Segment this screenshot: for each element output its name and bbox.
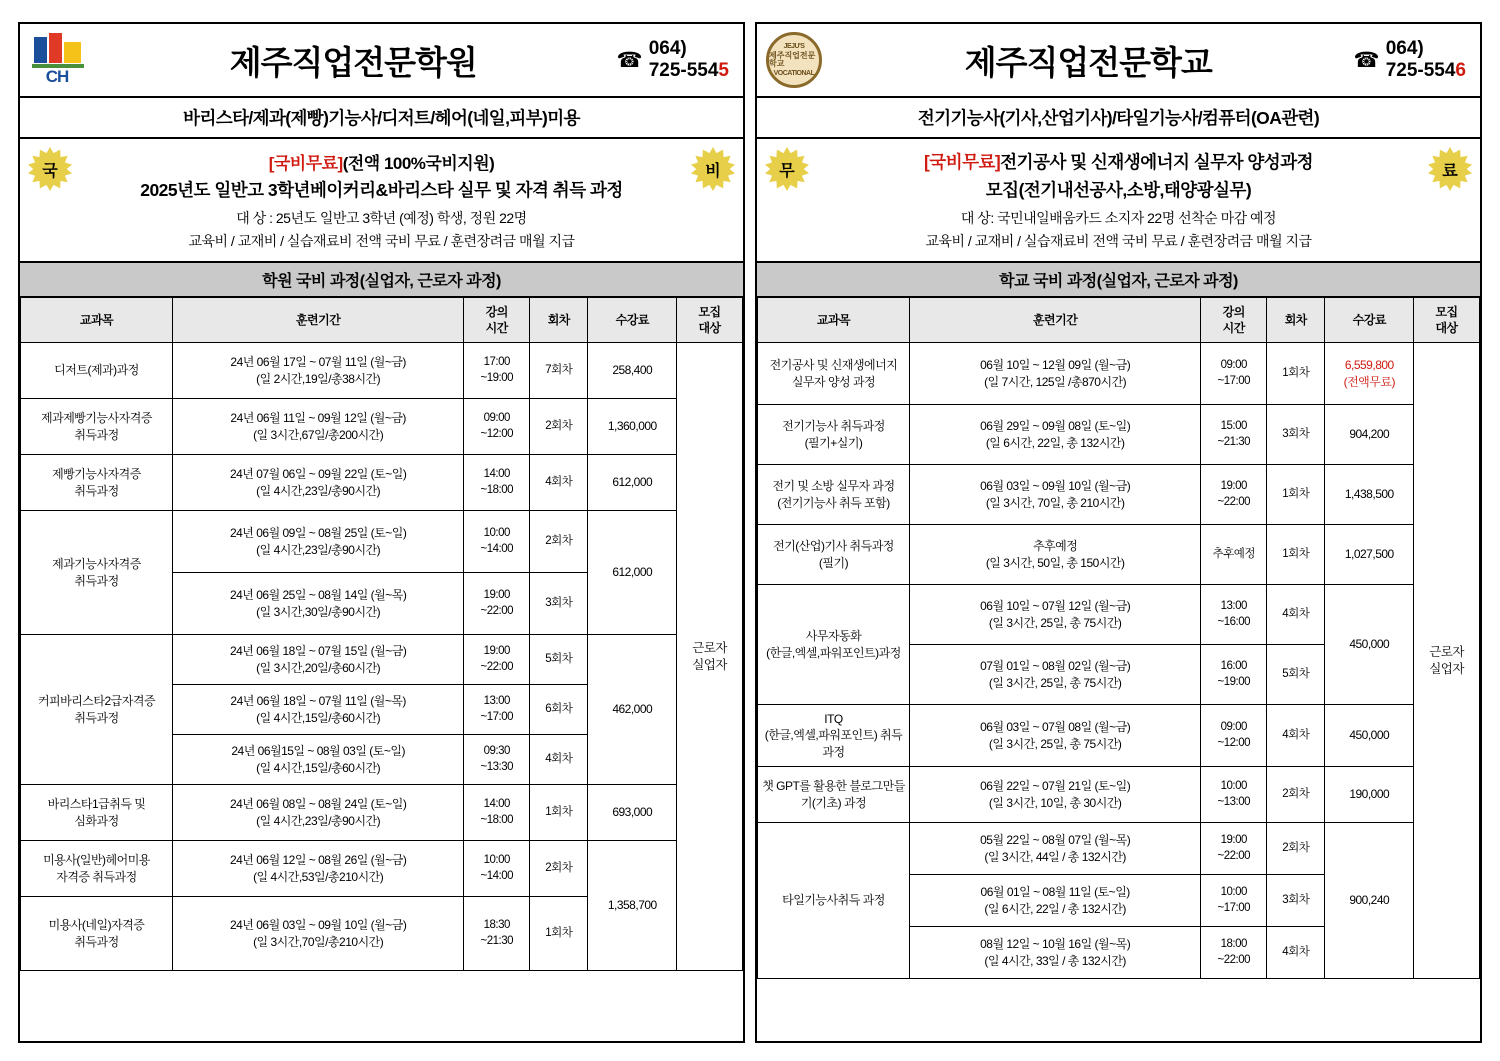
right-col-target: 모집 대상	[1414, 298, 1480, 343]
cell-fee: 904,200	[1325, 405, 1414, 465]
cell-period: 24년 06월 09일 ~ 08월 25일 (토~일) (일 4시간,23일/총90시간)	[173, 511, 464, 573]
right-promo-block	[757, 139, 1480, 263]
cell-count: 1회차	[530, 897, 588, 971]
cell-count: 3회차	[530, 573, 588, 635]
cell-period: 추후예정 (일 3시간, 50일, 총 150시간)	[910, 525, 1201, 585]
cell-count: 2회차	[1267, 823, 1325, 875]
table-row	[758, 525, 1480, 585]
cell-time: 19:00 ~22:00	[464, 635, 530, 685]
cell-count: 5회차	[1267, 645, 1325, 705]
cell-time: 09:00 ~12:00	[1201, 705, 1267, 767]
cell-subject: 제과제빵기능사자격증 취득과정	[21, 399, 173, 455]
left-promo-tag-rest: (전액 100%국비지원)	[342, 154, 495, 173]
left-col-target: 모집 대상	[677, 298, 743, 343]
cell-time: 09:30 ~13:30	[464, 735, 530, 785]
left-subject-bar: 바리스타/제과(제빵)기능사/디저트/헤어(네일,피부)미용	[20, 98, 743, 139]
cell-period: 06월 01일 ~ 08월 11일 (토~일) (일 6시간, 22일 / 총 132시간)	[910, 875, 1201, 927]
table-row	[21, 785, 743, 841]
right-section-title: 학교 국비 과정(실업자, 근로자 과정)	[757, 263, 1480, 297]
right-promo-line1	[815, 149, 1422, 174]
cell-time: 19:00 ~22:00	[1201, 823, 1267, 875]
left-promo-line2: 2025년도 일반고 3학년베이커리&바리스타 실무 및 자격 취득 과정	[140, 180, 623, 200]
cell-fee: 612,000	[588, 511, 677, 635]
cell-time: 09:00 ~12:00	[464, 399, 530, 455]
seal-line2: 제주직업전문학교	[769, 51, 816, 68]
telephone-icon: ☎	[616, 48, 643, 72]
right-col-period: 훈련기간	[910, 298, 1201, 343]
left-table-wrap	[20, 297, 743, 1041]
cell-subject: 미용사(일반)헤어미용 자격증 취득과정	[21, 841, 173, 897]
cell-count: 5회차	[530, 635, 588, 685]
cell-count: 4회차	[530, 735, 588, 785]
table-row	[758, 585, 1480, 645]
right-promo-tag-rest: 전기공사 및 신재생에너지 실무자 양성과정	[1000, 152, 1314, 172]
cell-period: 06월 10일 ~ 12월 09일 (월~금) (일 7시간, 125일 /총870시간)	[910, 343, 1201, 405]
cell-count: 4회차	[1267, 927, 1325, 979]
cell-fee: 900,240	[1325, 823, 1414, 979]
right-col-subject: 교과목	[758, 298, 910, 343]
left-phone-number	[649, 38, 729, 82]
right-promo-line3: 대 상: 국민내일배움카드 소지자 22명 선착순 마감 예정	[960, 210, 1277, 226]
cell-subject: 제빵기능사자격증 취득과정	[21, 455, 173, 511]
cell-fee: 612,000	[588, 455, 677, 511]
left-phone-last-digit: 5	[718, 60, 729, 81]
cell-count: 4회차	[1267, 705, 1325, 767]
school-seal-icon	[765, 32, 823, 88]
cell-subject: 디저트(제과)과정	[21, 343, 173, 399]
cell-count: 2회차	[530, 511, 588, 573]
right-school-title: 제주직업전문학교	[964, 43, 1212, 81]
cell-count: 6회차	[530, 685, 588, 735]
left-promo-line4: 교육비 / 교재비 / 실습재료비 전액 국비 무료 / 훈련장려금 매월 지급	[188, 233, 575, 249]
cell-subject: 제과기능사자격증 취득과정	[21, 511, 173, 635]
cell-period: 06월 03일 ~ 07월 08일 (월~금) (일 3시간, 25일, 총 75시간)	[910, 705, 1201, 767]
cell-fee: 450,000	[1325, 705, 1414, 767]
cell-period: 24년 06월 11일 ~ 09월 12일 (월~금) (일 3시간,67일/총200시간)	[173, 399, 464, 455]
table-row	[21, 343, 743, 399]
left-col-count: 회차	[530, 298, 588, 343]
right-phone-last-digit: 6	[1455, 60, 1466, 81]
left-header	[20, 24, 743, 98]
right-promo-line4: 교육비 / 교재비 / 실습재료비 전액 국비 무료 / 훈련장려금 매월 지급	[925, 233, 1312, 249]
cell-count: 1회차	[1267, 525, 1325, 585]
cell-count: 2회차	[530, 399, 588, 455]
table-row	[758, 823, 1480, 875]
cell-fee: 1,027,500	[1325, 525, 1414, 585]
left-academy-title: 제주직업전문학원	[229, 43, 477, 81]
cell-count: 1회차	[530, 785, 588, 841]
cell-period: 24년 06월 18일 ~ 07월 15일 (월~금) (일 3시간,20일/총60시간)	[173, 635, 464, 685]
cell-fee: 258,400	[588, 343, 677, 399]
cell-subject: 미용사(네일)자격증 취득과정	[21, 897, 173, 971]
cell-period: 24년 06월 12일 ~ 08월 26일 (월~금) (일 4시간,53일/총210시간)	[173, 841, 464, 897]
cell-target: 근로자 실업자	[1414, 343, 1480, 979]
right-subject-bar: 전기기능사(기사,산업기사)/타일기능사/컴퓨터(OA관련)	[757, 98, 1480, 139]
left-panel	[18, 22, 745, 1043]
cell-time: 09:00 ~17:00	[1201, 343, 1267, 405]
cell-time: 10:00 ~14:00	[464, 841, 530, 897]
right-phone-main: 725-554	[1385, 60, 1456, 81]
cell-target: 근로자 실업자	[677, 343, 743, 971]
cell-subject: ITQ (한글,엑셀,파워포인트) 취득 과정	[758, 705, 910, 767]
cell-time: 10:00 ~13:00	[1201, 767, 1267, 823]
cell-fee: 450,000	[1325, 585, 1414, 705]
right-panel	[755, 22, 1482, 1043]
table-row	[21, 841, 743, 897]
ch-logo-icon	[28, 32, 90, 88]
cell-count: 3회차	[1267, 405, 1325, 465]
cell-fee: 693,000	[588, 785, 677, 841]
left-burst-right: 비	[691, 147, 735, 191]
table-row	[758, 343, 1480, 405]
cell-count: 1회차	[1267, 465, 1325, 525]
table-row	[21, 511, 743, 573]
cell-period: 08월 12일 ~ 10월 16일 (월~목) (일 4시간, 33일 / 총 132시간)	[910, 927, 1201, 979]
cell-count: 3회차	[1267, 875, 1325, 927]
cell-time: 16:00 ~19:00	[1201, 645, 1267, 705]
left-col-subject: 교과목	[21, 298, 173, 343]
cell-period: 24년 06월 08일 ~ 08월 24일 (토~일) (일 4시간,23일/총90시간)	[173, 785, 464, 841]
cell-time: 10:00 ~14:00	[464, 511, 530, 573]
right-table-wrap	[757, 297, 1480, 1041]
left-promo-block	[20, 139, 743, 263]
cell-subject: 바리스타1급취득 및 심화과정	[21, 785, 173, 841]
right-promo-tag: [국비무료]	[923, 152, 1001, 172]
cell-fee: 190,000	[1325, 767, 1414, 823]
table-row	[758, 405, 1480, 465]
cell-subject: 전기 및 소방 실무자 과정 (전기기능사 취득 포함)	[758, 465, 910, 525]
seal-line1: JEJU'S	[783, 43, 805, 50]
right-phone-number	[1386, 38, 1466, 82]
cell-count: 2회차	[1267, 767, 1325, 823]
cell-fee: 6,559,800 (전액무료)	[1325, 343, 1414, 405]
cell-fee: 1,358,700	[588, 841, 677, 971]
table-row	[758, 767, 1480, 823]
cell-time: 13:00 ~17:00	[464, 685, 530, 735]
right-course-table	[757, 297, 1480, 979]
cell-time: 14:00 ~18:00	[464, 455, 530, 511]
cell-subject: 전기(산업)기사 취득과정 (필기)	[758, 525, 910, 585]
cell-subject: 사무자동화 (한글,엑셀,파워포인트)과정	[758, 585, 910, 705]
cell-time: 15:00 ~21:30	[1201, 405, 1267, 465]
right-burst-right: 료	[1428, 147, 1472, 191]
cell-time: 추후예정	[1201, 525, 1267, 585]
cell-time: 19:00 ~22:00	[1201, 465, 1267, 525]
right-col-time: 강의 시간	[1201, 298, 1267, 343]
right-phone-block	[1354, 38, 1472, 82]
cell-subject: 커피바리스타2급자격증 취득과정	[21, 635, 173, 785]
left-col-time: 강의 시간	[464, 298, 530, 343]
right-col-count: 회차	[1267, 298, 1325, 343]
left-phone-area: 064)	[648, 38, 687, 60]
left-phone-main: 725-554	[648, 60, 719, 81]
cell-count: 1회차	[1267, 343, 1325, 405]
cell-period: 24년 06월 25일 ~ 08월 14일 (월~목) (일 3시간,30일/총90시간)	[173, 573, 464, 635]
left-col-period: 훈련기간	[173, 298, 464, 343]
cell-time: 14:00 ~18:00	[464, 785, 530, 841]
table-row	[21, 399, 743, 455]
cell-fee: 1,360,000	[588, 399, 677, 455]
cell-subject: 전기기능사 취득과정 (필기+실기)	[758, 405, 910, 465]
table-row	[758, 465, 1480, 525]
table-row	[21, 455, 743, 511]
right-promo-line2: 모집(전기내선공사,소방,태양광실무)	[985, 180, 1252, 200]
cell-period: 06월 10일 ~ 07월 12일 (월~금) (일 3시간, 25일, 총 75시간)	[910, 585, 1201, 645]
left-promo-line1	[78, 149, 685, 174]
telephone-icon: ☎	[1353, 48, 1380, 72]
cell-time: 18:30 ~21:30	[464, 897, 530, 971]
table-row	[21, 635, 743, 685]
cell-period: 06월 22일 ~ 07월 21일 (토~일) (일 3시간, 10일, 총 30시간)	[910, 767, 1201, 823]
cell-count: 2회차	[530, 841, 588, 897]
left-course-table	[20, 297, 743, 971]
cell-fee: 462,000	[588, 635, 677, 785]
left-promo-line3: 대 상 : 25년도 일반고 3학년 (예정) 학생, 정원 22명	[236, 210, 527, 226]
right-burst-left: 무	[765, 147, 809, 191]
left-col-fee: 수강료	[588, 298, 677, 343]
cell-period: 07월 01일 ~ 08월 02일 (월~금) (일 3시간, 25일, 총 75시간)	[910, 645, 1201, 705]
left-burst-left: 국	[28, 147, 72, 191]
left-promo-tag: [국비무료]	[268, 154, 343, 173]
right-table-header-row	[758, 298, 1480, 343]
right-col-fee: 수강료	[1325, 298, 1414, 343]
cell-time: 13:00 ~16:00	[1201, 585, 1267, 645]
cell-period: 05월 22일 ~ 08월 07일 (월~목) (일 3시간, 44일 / 총 132시간)	[910, 823, 1201, 875]
cell-period: 24년 06월 17일 ~ 07월 11일 (월~금) (일 2시간,19일/총38시간)	[173, 343, 464, 399]
cell-time: 19:00 ~22:00	[464, 573, 530, 635]
cell-period: 06월 29일 ~ 09월 08일 (토~일) (일 6시간, 22일, 총 132시간)	[910, 405, 1201, 465]
cell-period: 24년 06월 03일 ~ 09월 10일 (월~금) (일 3시간,70일/총210시간)	[173, 897, 464, 971]
cell-count: 4회차	[1267, 585, 1325, 645]
right-phone-area: 064)	[1385, 38, 1424, 60]
cell-period: 24년 06월 18일 ~ 07월 11일 (월~목) (일 4시간,15일/총60시간)	[173, 685, 464, 735]
right-header	[757, 24, 1480, 98]
cell-subject: 타일기능사취득 과정	[758, 823, 910, 979]
cell-period: 24년 07월 06일 ~ 09월 22일 (토~일) (일 4시간,23일/총90시간)	[173, 455, 464, 511]
cell-subject: 챗 GPT를 활용한 블로그만들 기(기초) 과정	[758, 767, 910, 823]
cell-fee: 1,438,500	[1325, 465, 1414, 525]
cell-time: 10:00 ~17:00	[1201, 875, 1267, 927]
ch-logo-text: CH	[45, 67, 69, 86]
cell-subject: 전기공사 및 신재생에너지 실무자 양성 과정	[758, 343, 910, 405]
left-phone-block	[617, 38, 735, 82]
cell-count: 4회차	[530, 455, 588, 511]
table-row	[758, 705, 1480, 767]
left-table-header-row	[21, 298, 743, 343]
left-section-title: 학원 국비 과정(실업자, 근로자 과정)	[20, 263, 743, 297]
cell-time: 17:00 ~19:00	[464, 343, 530, 399]
seal-line3: VOCATIONAL	[773, 70, 815, 77]
cell-time: 18:00 ~22:00	[1201, 927, 1267, 979]
cell-period: 06월 03일 ~ 09월 10일 (월~금) (일 3시간, 70일, 총 210시간)	[910, 465, 1201, 525]
cell-count: 7회차	[530, 343, 588, 399]
cell-period: 24년 06월15일 ~ 08월 03일 (토~일) (일 4시간,15일/총60시간)	[173, 735, 464, 785]
